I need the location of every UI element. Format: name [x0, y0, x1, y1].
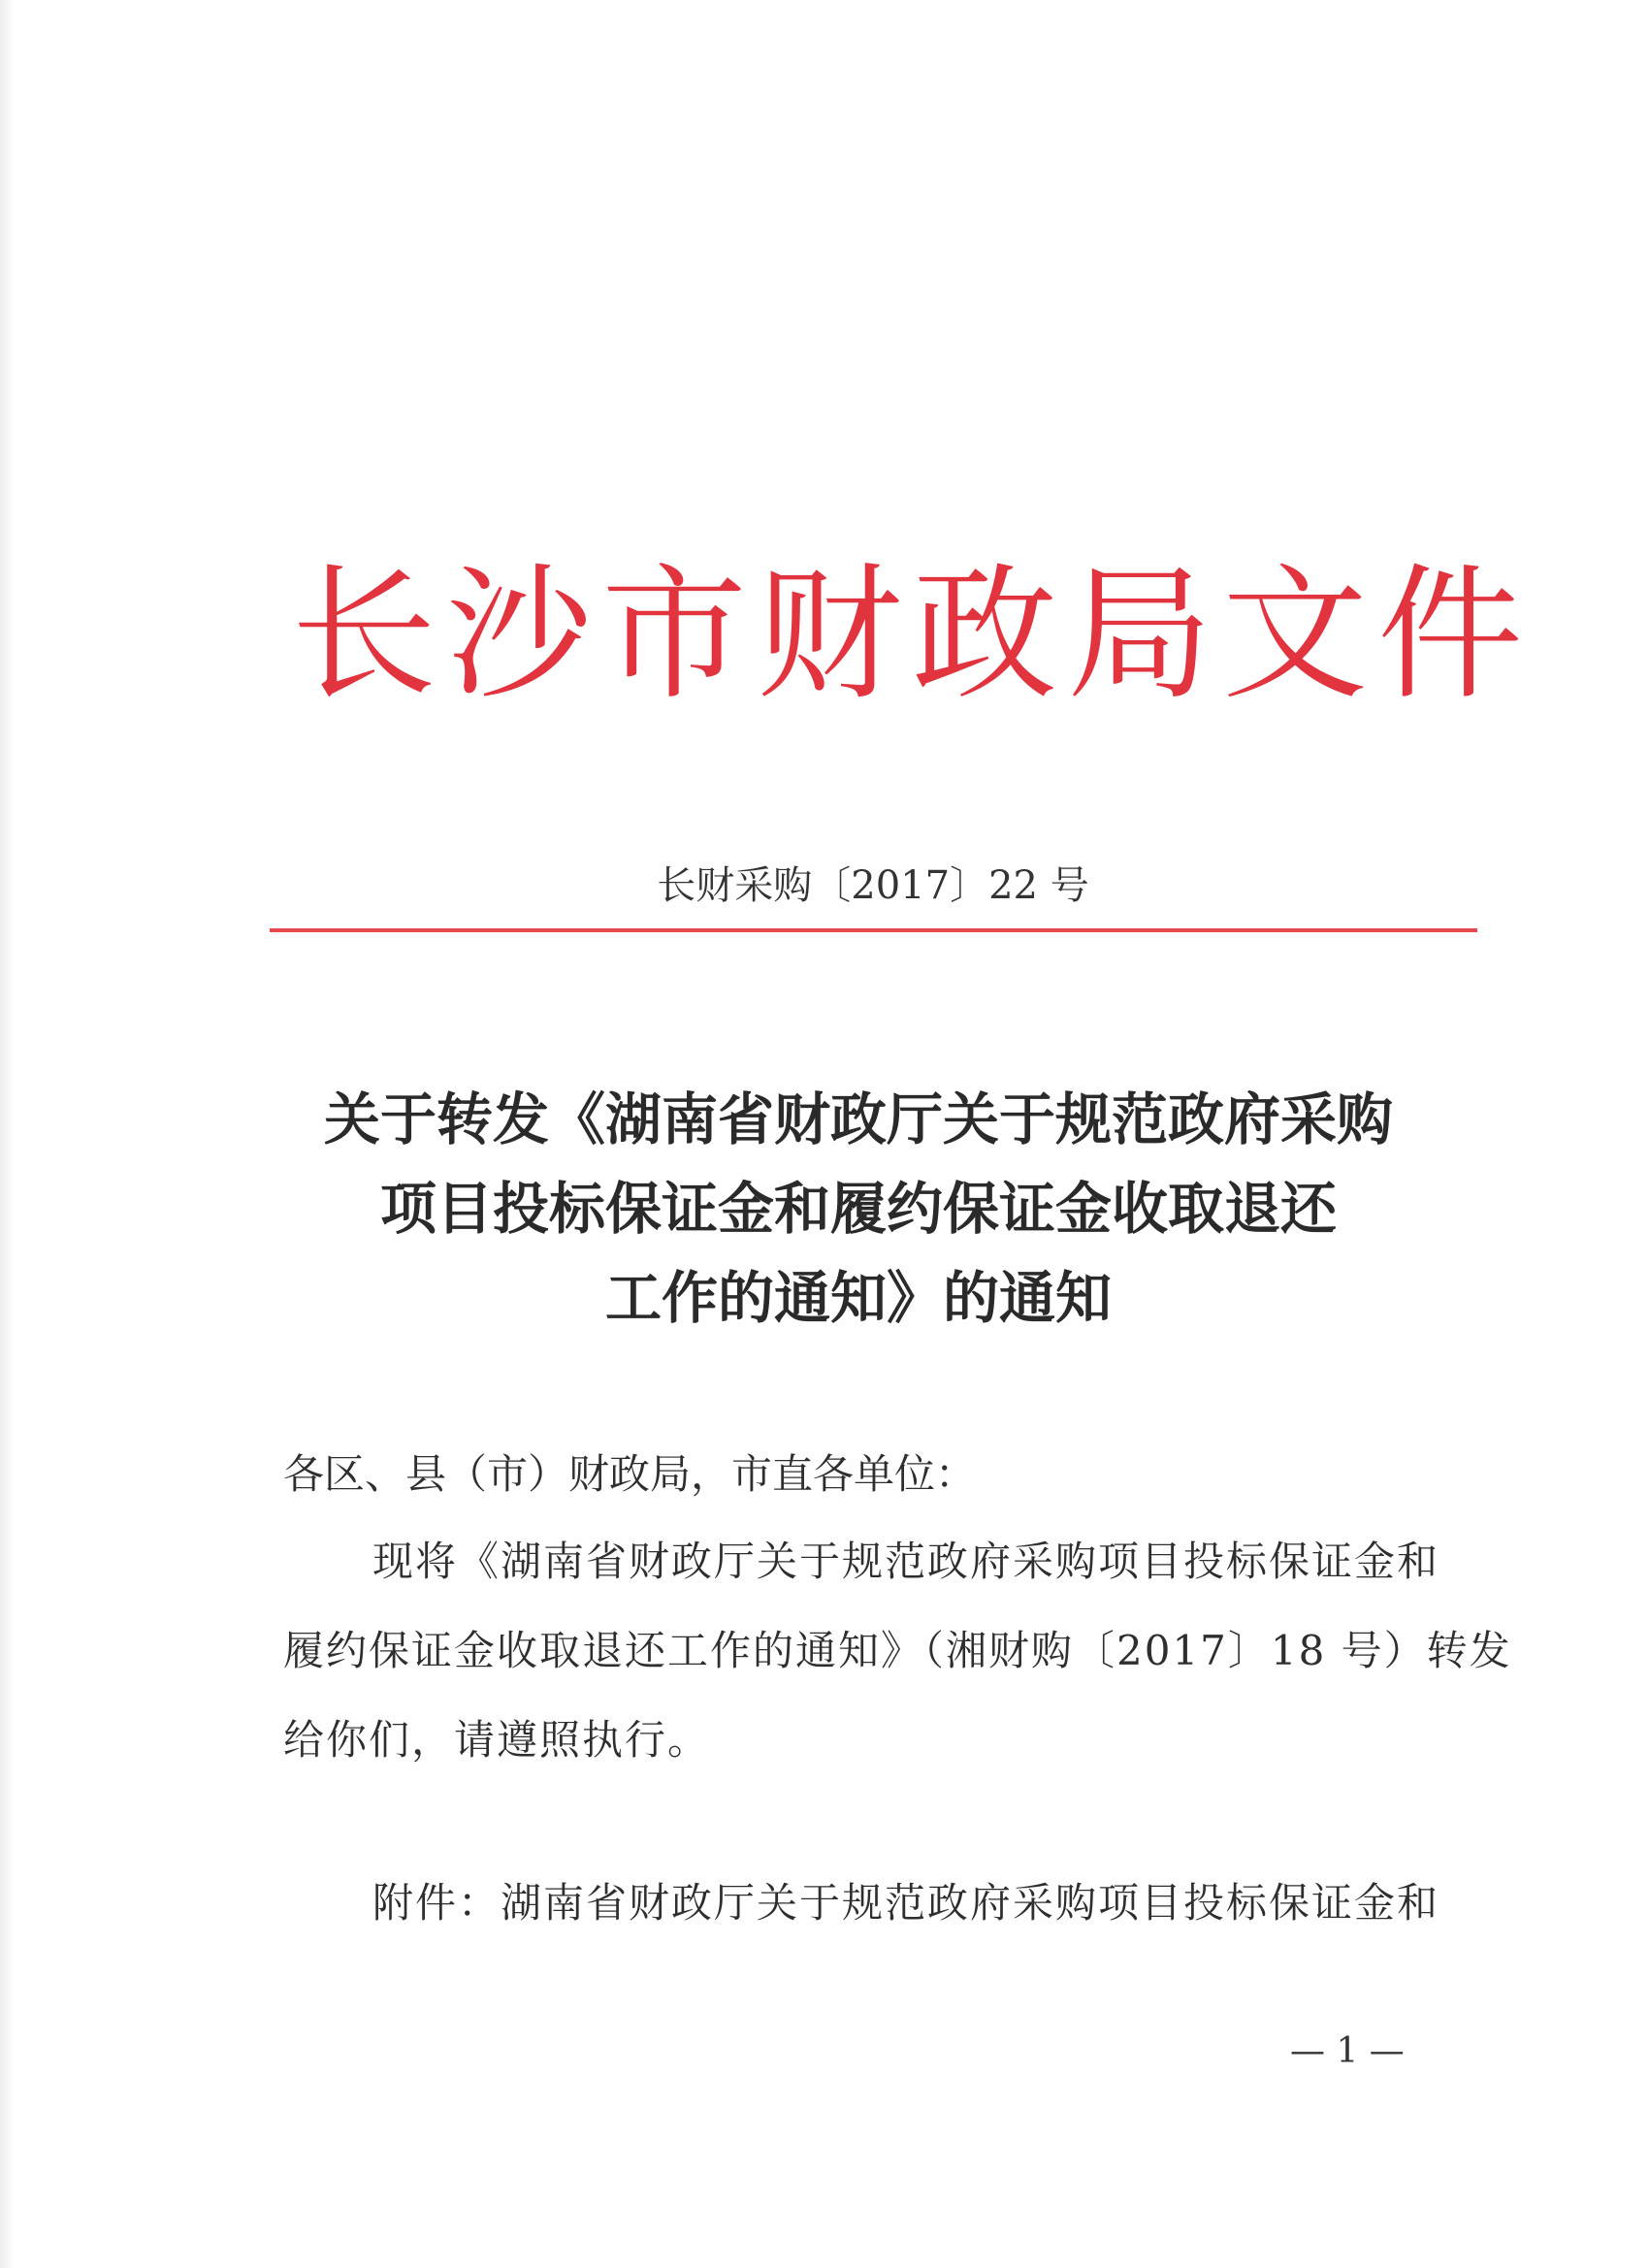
red-divider-line: [270, 928, 1477, 932]
notice-title: [223, 1075, 1494, 1343]
attachment-line: 附件：湖南省财政厅关于规范政府采购项目投标保证金和: [372, 1879, 1440, 1927]
notice-title-line: 项目投标保证金和履约保证金收取退还: [379, 1176, 1337, 1242]
salutation: 各区、县（市）财政局，市直各单位：: [283, 1450, 977, 1498]
scan-edge: [0, 0, 14, 2268]
issuing-authority-header: 长沙市财政局文件: [291, 551, 1534, 720]
document-number: 长财采购〔2017〕22 号: [657, 863, 1089, 908]
body-text-line: 给你们，请遵照执行。: [283, 1716, 711, 1764]
page-number: — 1 —: [1290, 2031, 1405, 2071]
notice-title-line: 工作的通知》的通知: [604, 1265, 1112, 1331]
body-text-line: 现将《湖南省财政厅关于规范政府采购项目投标保证金和: [372, 1538, 1440, 1585]
body-text-line: 履约保证金收取退还工作的通知》（湘财购〔2017〕18 号）转发: [283, 1627, 1512, 1674]
notice-title-line: 关于转发《湖南省财政厅关于规范政府采购: [323, 1086, 1393, 1152]
